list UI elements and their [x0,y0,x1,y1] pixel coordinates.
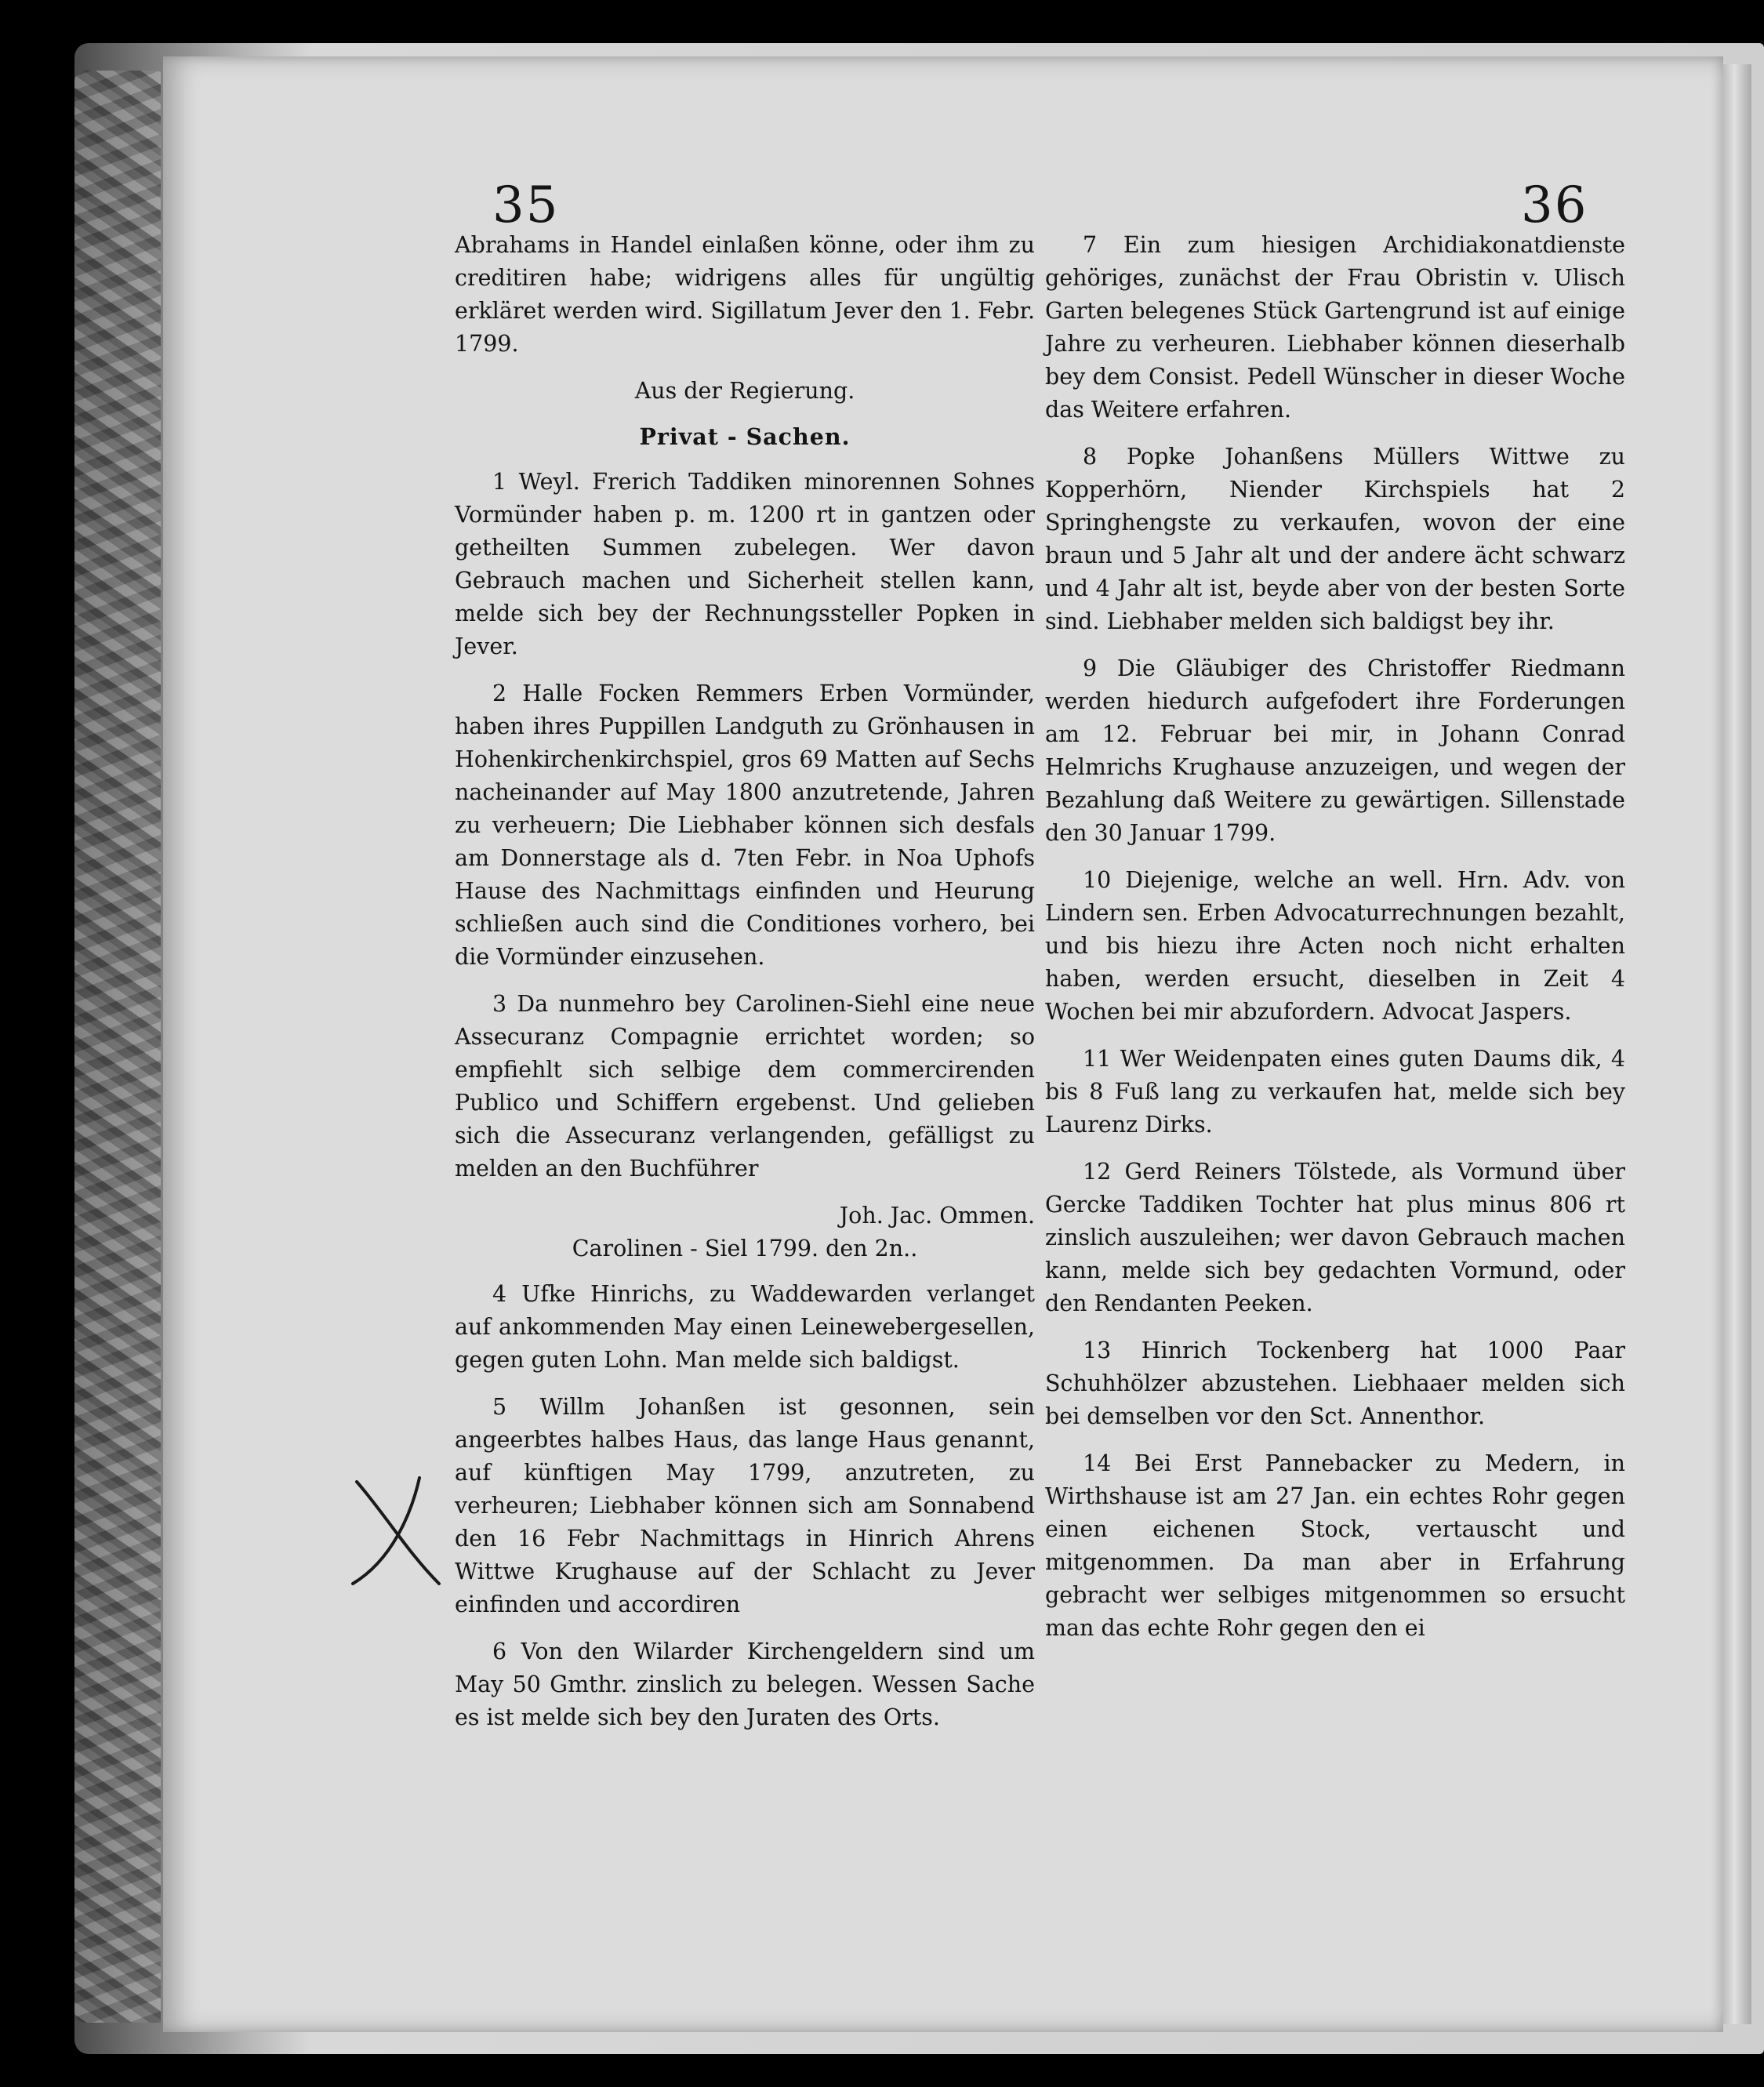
page-number-right: 36 [1521,176,1588,234]
left-column-paragraph: Carolinen - Siel 1799. den 2n.. [572,1236,918,1261]
left-column-paragraph: 5 Willm Johanßen ist gesonnen, sein angeerbtes halbes Haus, das lange Haus genannt, auf künftigen May 1799, anzutreten, zu verheuren; Liebhaber können sich am Sonnabend den 16 Febr Nachmittags in Hinrich Ahrens Wittwe Krughause auf der Schlacht zu Jever einfinden und accordiren [455,1394,1035,1617]
left-column-paragraph: 6 Von den Wilarder Kirchengeldern sind um May 50 Gmthr. zinslich zu belegen. Wessen Sache es ist melde sich bey den Juraten des Orts. [455,1639,1035,1730]
left-column-paragraph: Abrahams in Handel einlaßen könne, oder ihm zu creditiren habe; widrigens alles für ungültig erkläret werden wird. Sigillatum Jever den 1. Febr. 1799. [455,232,1035,357]
bleed-through-text [1223,161,1243,219]
left-column-paragraph: Privat - Sachen. [639,423,851,450]
left-column-paragraph: Joh. Jac. Ommen. [839,1203,1035,1229]
marbled-spine [74,71,161,2023]
right-column-paragraph: 8 Popke Johanßens Müllers Wittwe zu Kopperhörn, Niender Kirchspiels hat 2 Springhengste zu verkaufen, wovon der eine braun und 5 Jahr alt und der andere ächt schwarz und 4 Jahr alt ist, beyde aber von der besten Sorte sind. Liebhaber melden sich baldigst bey ihr. [1045,444,1625,634]
page-edge [1723,64,1751,2024]
left-column-paragraph: 2 Halle Focken Remmers Erben Vormünder, haben ihres Puppillen Landguth zu Grönhausen in Hohenkirchenkirchspiel, gros 69 Matten auf Sechs nacheinander auf May 1800 anzutretende, Jahren zu verheuern; Die Liebhaber können sich desfals am Donnerstage als d. 7ten Febr. in Noa Uphofs Hause des Nachmittags einfinden und Heurung schließen auch sind die Conditiones vorhero, bei die Vormünder einzusehen. [455,681,1035,970]
right-column-paragraph: 7 Ein zum hiesigen Archidiakonatdienste gehöriges, zunächst der Frau Obristin v. Ulisch Garten belegenes Stück Gartengrund ist auf einige Jahre zu verheuren. Liebhaber können dieserhalb bey dem Consist. Pedell Wünscher in dieser Woche das Weitere erfahren. [1045,232,1625,423]
right-column-paragraph: 12 Gerd Reiners Tölstede, als Vormund über Gercke Taddiken Tochter hat plus minus 806 rt zinslich auszuleihen; wer davon Gebrauch machen kann, melde sich bey gedachten Vormund, oder den Rendanten Peeken. [1045,1159,1625,1316]
right-column-paragraph: 10 Diejenige, welche an well. Hrn. Adv. von Lindern sen. Erben Advocaturrechnungen bezahlt, und bis hiezu ihre Acten noch nicht erhalten haben, werden ersucht, dieselben in Zeit 4 Wochen bei mir abzufordern. Advocat Jaspers. [1045,867,1625,1025]
handwritten-cross-mark [345,1466,447,1592]
right-column [1045,229,1625,1659]
left-column-paragraph: 3 Da nunmehro bey Carolinen-Siehl eine neue Assecuranz Compagnie errichtet worden; so empfiehlt sich selbige dem commercirenden Publico und Schiffern ergebenst. Und gelieben sich die Assecuranz verlangenden, gefälligst zu melden an den Buchführer [455,991,1035,1181]
right-column-paragraph: 11 Wer Weidenpaten eines guten Daums dik, 4 bis 8 Fuß lang zu verkaufen hat, melde sich bey Laurenz Dirks. [1045,1046,1625,1138]
right-column-paragraph: 9 Die Gläubiger des Christoffer Riedmann werden hiedurch aufgefodert ihre Forderungen am 12. Februar bei mir, in Johann Conrad Helmrichs Krughause anzuzeigen, und wegen der Bezahlung daß Weitere zu gewärtigen. Sillenstade den 30 Januar 1799. [1045,655,1625,846]
left-column [455,229,1035,1748]
left-column-paragraph: Aus der Regierung. [634,378,855,404]
left-column-paragraph: 4 Ufke Hinrichs, zu Waddewarden verlanget auf ankommenden May einen Leinewebergesellen, gegen guten Lohn. Man melde sich baldigst. [455,1281,1035,1373]
right-column-paragraph: 13 Hinrich Tockenberg hat 1000 Paar Schuhhölzer abzustehen. Liebhaaer melden sich bei demselben vor den Sct. Annenthor. [1045,1337,1625,1429]
left-column-paragraph: 1 Weyl. Frerich Taddiken minorennen Sohnes Vormünder haben p. m. 1200 rt in gantzen oder getheilten Summen zubelegen. Wer davon Gebrauch machen und Sicherheit stellen kann, melde sich bey der Rechnungssteller Popken in Jever. [455,469,1035,659]
page-number-left: 35 [492,176,560,234]
right-column-paragraph: 14 Bei Erst Pannebacker zu Medern, in Wirthshause ist am 27 Jan. ein echtes Rohr gegen einen eichenen Stock, vertauscht und mitgenommen. Da man aber in Erfahrung gebracht wer selbiges mitgenommen so ersucht man das echte Rohr gegen den ei [1045,1450,1625,1641]
